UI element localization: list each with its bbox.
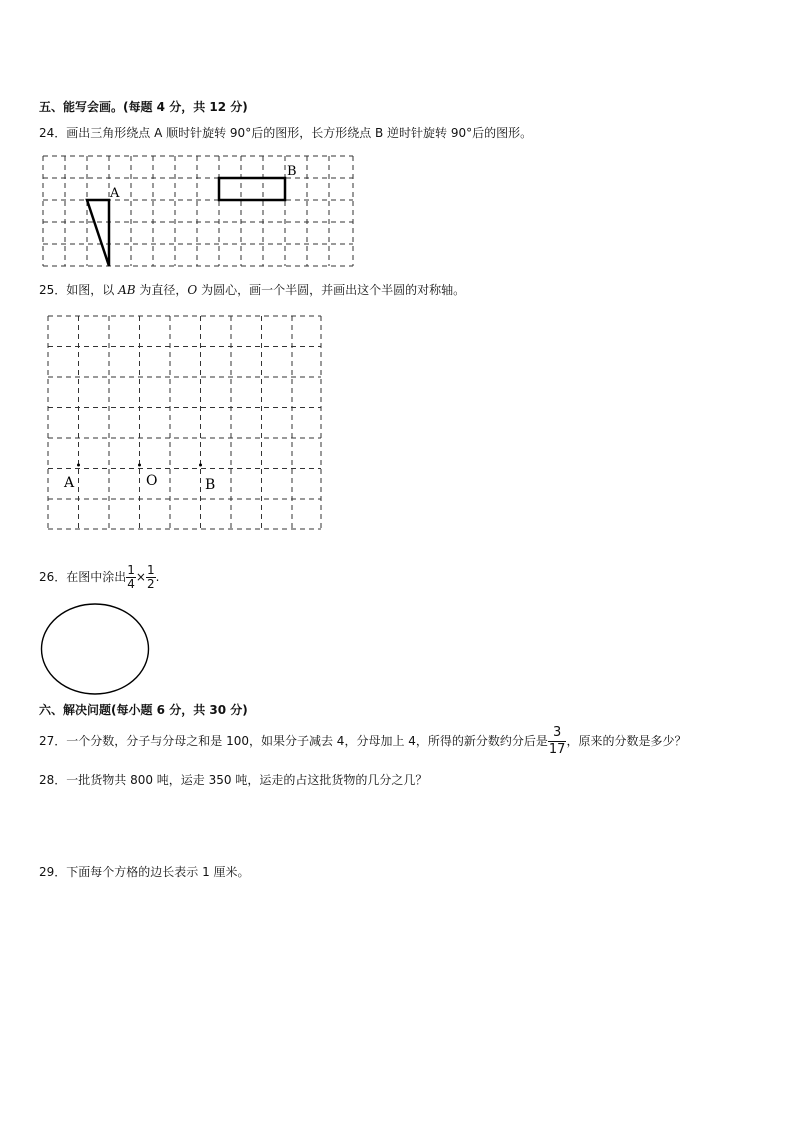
q25-point-b [199,464,202,467]
fraction-one-quarter: $\frac{1}{4}$ [127,563,135,591]
question-29-text: 29．下面每个方格的边长表示 1 厘米。 [39,865,250,879]
q24-label-a: A [110,186,120,201]
q24-grid-figure [40,152,358,270]
q25-label-o: O [146,473,158,489]
q25-grid-figure [44,312,328,534]
question-26-text: 26．在图中涂出 $\frac{1}{4}$ × $\frac{1}{2}$ . [39,563,160,591]
question-28-text: 28．一批货物共 800 吨，运走 350 吨，运走的占这批货物的几分之几？ [39,773,428,787]
section-heading-5: 五、能写会画。(每题 4 分，共 12 分) [39,100,248,114]
q25-dashed-grid [48,316,321,529]
q26-circle-figure [38,602,154,698]
question-24-text: 24．画出三角形绕点 A 顺时针旋转 90°后的图形，长方形绕点 B 逆时针旋转 90°后的图形。 [39,126,533,140]
q25-label-a: A [64,475,75,491]
fraction-three-seventeenths: $\frac{3}{17}$ [548,725,566,757]
q24-label-b: B [287,164,297,179]
q26-circle [42,604,149,694]
q25-label-b: B [205,477,216,493]
q24-triangle [87,200,109,266]
question-27-text: 27．一个分数，分子与分母之和是 100，如果分子减去 4，分母加上 4，所得的新分数约分后是 $\frac{3}{17}$ ，原来的分数是多少？ [39,725,687,757]
q24-rectangle [219,178,285,200]
q25-point-o [138,464,141,467]
section-heading-6: 六、解决问题(每小题 6 分，共 30 分) [39,703,248,717]
q25-point-a [77,464,80,467]
fraction-one-half: $\frac{1}{2}$ [146,563,155,591]
question-25-text: 25．如图，以 AB 为直径，O 为圆心，画一个半圆，并画出这个半圆的对称轴。 [39,283,466,297]
